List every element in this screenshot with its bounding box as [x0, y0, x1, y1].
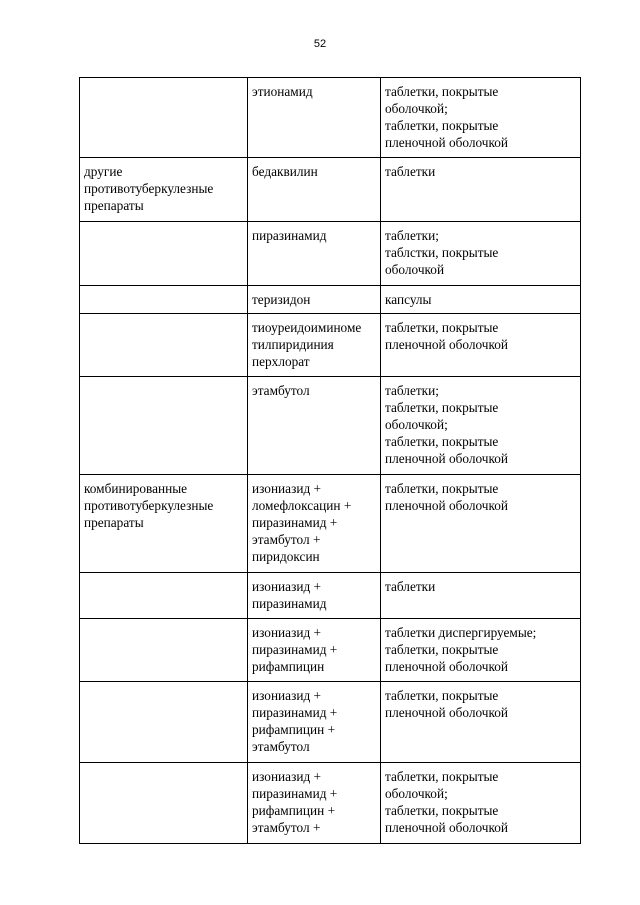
group-cell: комбинированные противотуберкулезные препараты [80, 475, 248, 573]
table-row [80, 763, 581, 844]
table-row [80, 682, 581, 763]
dosage-form-cell: капсулы [381, 286, 581, 314]
table-row [80, 475, 581, 573]
substance-cell: изониазид + пиразинамид + рифампицин + этамбутол + [248, 763, 381, 844]
drug-table [79, 77, 581, 844]
group-cell [80, 377, 248, 475]
table-row [80, 314, 581, 377]
dosage-form-cell: таблетки; таблстки, покрытые оболочкой [381, 222, 581, 286]
substance-cell: бедаквилин [248, 158, 381, 222]
group-cell [80, 619, 248, 682]
dosage-form-cell: таблетки, покрытые пленочной оболочкой [381, 314, 581, 377]
dosage-form-cell: таблетки, покрытые пленочной оболочкой [381, 682, 581, 763]
table-row [80, 377, 581, 475]
dosage-form-cell: таблетки диспергируемые; таблетки, покрытые пленочной оболочкой [381, 619, 581, 682]
table-row [80, 222, 581, 286]
substance-cell: этионамид [248, 78, 381, 158]
group-cell: другие противотуберкулезные препараты [80, 158, 248, 222]
group-cell [80, 314, 248, 377]
substance-cell: изониазид + пиразинамид + рифампицин [248, 619, 381, 682]
substance-cell: изониазид + пиразинамид [248, 573, 381, 619]
group-cell [80, 78, 248, 158]
dosage-form-cell: таблетки, покрытые оболочкой; таблетки, покрытые пленочной оболочкой [381, 763, 581, 844]
dosage-form-cell: таблетки [381, 158, 581, 222]
table-row [80, 158, 581, 222]
table-row [80, 78, 581, 158]
group-cell [80, 763, 248, 844]
dosage-form-cell: таблетки, покрытые пленочной оболочкой [381, 475, 581, 573]
dosage-form-cell: таблетки [381, 573, 581, 619]
substance-cell: пиразинамид [248, 222, 381, 286]
substance-cell: этамбутол [248, 377, 381, 475]
substance-cell: тиоуреидоиминоме тилпиридиния перхлорат [248, 314, 381, 377]
page-number: 52 [313, 38, 327, 50]
group-cell [80, 222, 248, 286]
substance-cell: теризидон [248, 286, 381, 314]
table-row [80, 286, 581, 314]
dosage-form-cell: таблетки; таблетки, покрытые оболочкой; таблетки, покрытые пленочной оболочкой [381, 377, 581, 475]
group-cell [80, 573, 248, 619]
substance-cell: изониазид + ломефлоксацин + пиразинамид + этамбутол + пиридоксин [248, 475, 381, 573]
group-cell [80, 682, 248, 763]
group-cell [80, 286, 248, 314]
substance-cell: изониазид + пиразинамид + рифампицин + этамбутол [248, 682, 381, 763]
table-row [80, 573, 581, 619]
dosage-form-cell: таблетки, покрытые оболочкой; таблетки, покрытые пленочной оболочкой [381, 78, 581, 158]
table-row [80, 619, 581, 682]
